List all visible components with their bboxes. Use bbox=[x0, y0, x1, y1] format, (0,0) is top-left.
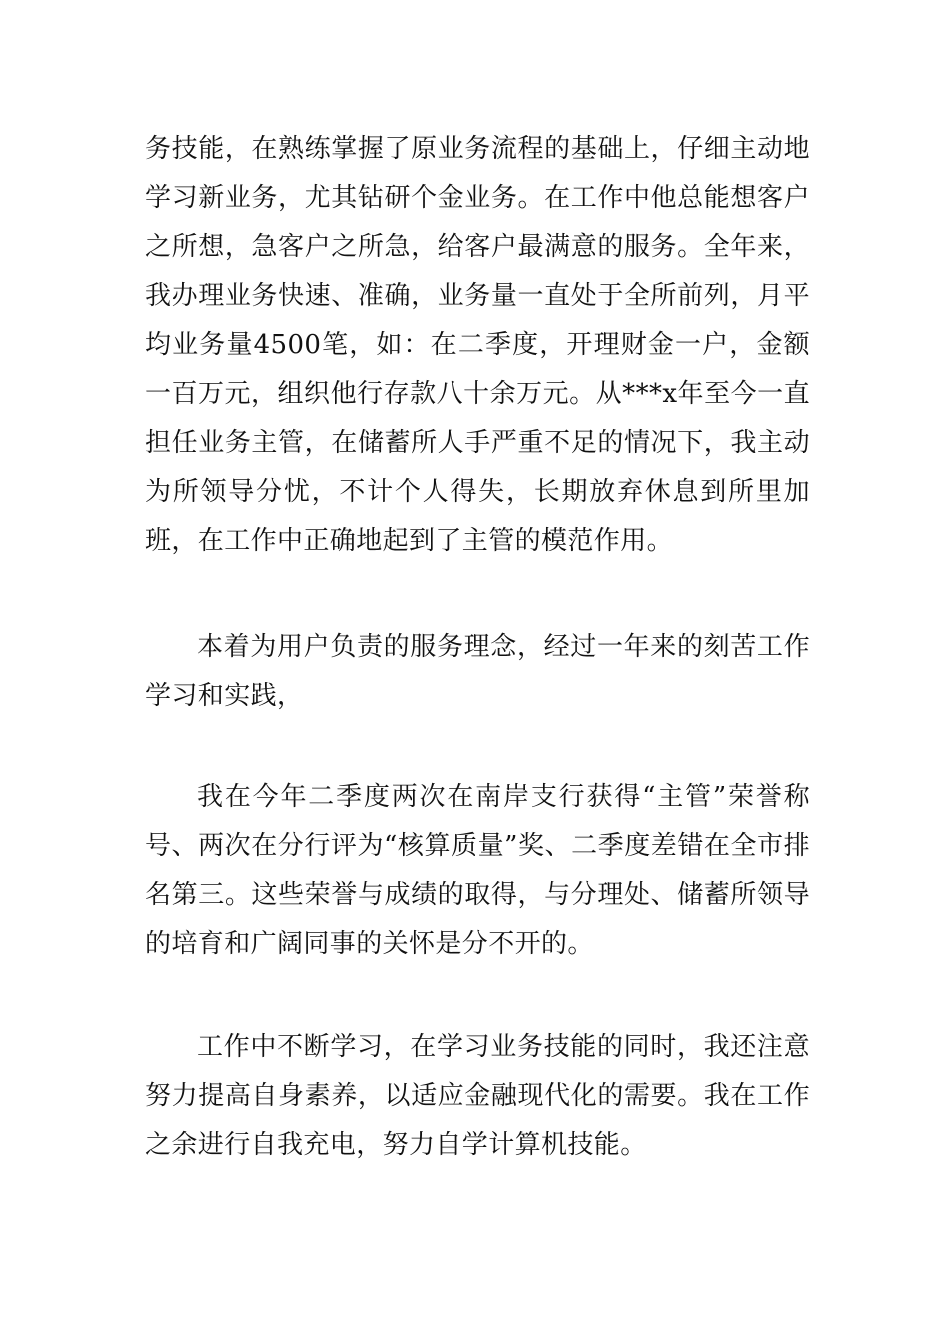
paragraph-2: 本着为用户负责的服务理念，经过一年来的刻苦工作学习和实践， bbox=[145, 632, 810, 711]
paragraph-4: 工作中不断学习，在学习业务技能的同时，我还注意努力提高自身素养，以适应金融现代化的需要。我在工作之余进行自我充电，努力自学计算机技能。 bbox=[145, 1032, 810, 1160]
paragraph-1: 务技能，在熟练掌握了原业务流程的基础上，仔细主动地学习新业务，尤其钻研个金业务。在工作中他总能想客户之所想，急客户之所急，给客户最满意的服务。全年来，我办理业务快速、准确，业务量一直处于全所前列，月平均业务量4500笔，如：在二季度，开理财金一户，金额一百万元，组织他行存款八十余万元。从***x年至今一直担任业务主管，在储蓄所人手严重不足的情况下，我主动为所领导分忧，不计个人得失，长期放弃休息到所里加班，在工作中正确地起到了主管的模范作用。 bbox=[145, 134, 810, 556]
paragraph-3: 我在今年二季度两次在南岸支行获得“主管”荣誉称号、两次在分行评为“核算质量”奖、二季度差错在全市排名第三。这些荣誉与成绩的取得，与分理处、储蓄所领导的培育和广阔同事的关怀是分不开的。 bbox=[145, 782, 810, 959]
